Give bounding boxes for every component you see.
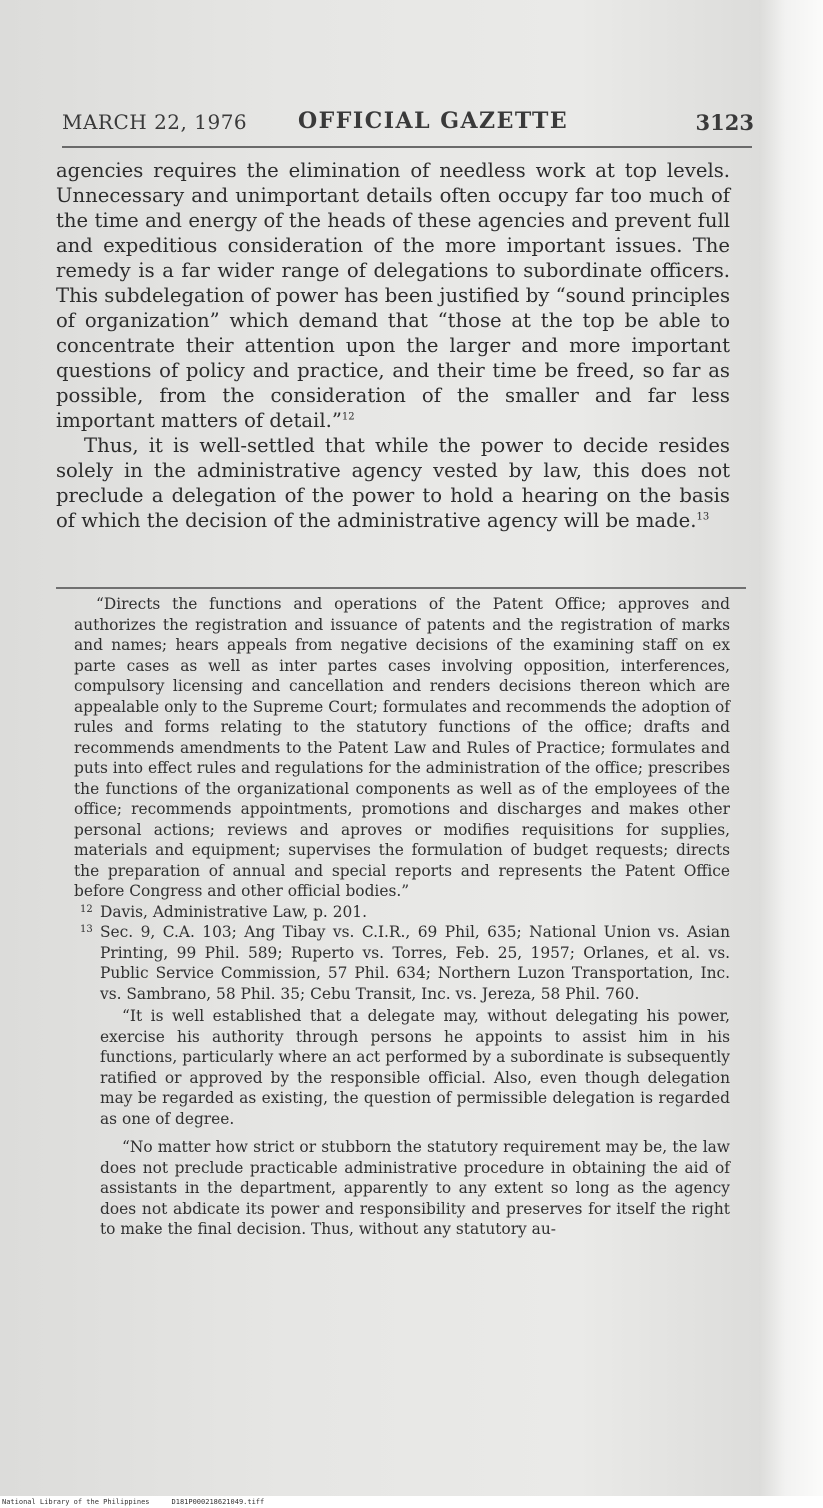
- header-title: OFFICIAL GAZETTE: [298, 108, 569, 134]
- footnote-12-text: Davis, Administrative Law, p. 201.: [100, 902, 367, 921]
- footnote-13-paragraph-2: “It is well established that a delegate may, without delegating his power, exercise his authority through persons he appoints to assist him in his functions, particularly where an act performed by a subordinate is subsequently ratified or approved by the responsible official. Also, even though delegation may be regarded as existing, the question of permissible delegation is regarded as one of degree.: [100, 1007, 730, 1128]
- footnote-13-mark: 13: [80, 924, 93, 935]
- footnote-13: [74, 922, 730, 1004]
- footer-file: D181P000218621049.tiff: [171, 1498, 265, 1506]
- paragraph-2-text: Thus, it is well-settled that while the power to decide resides solely in the administrative agency vested by law, this does not preclude a delegation of the power to hold a hearing on the basis of which the decision of the administrative agency will be made.: [56, 434, 730, 532]
- running-header: [62, 110, 756, 140]
- header-date: MARCH 22, 1976: [62, 110, 248, 134]
- footnotes: [74, 594, 730, 1240]
- footnote-12: [74, 902, 730, 923]
- footnote-12-mark: 12: [80, 903, 93, 915]
- footnote-quote: “Directs the functions and operations of the Patent Office; approves and authorizes the registration and issuance of patents and the registration of marks and names; hears appeals from negative decisions of the examining staff on ex parte cases as well as inter partes cases involving opposition, interferences, compulsory licensing and cancellation and renders decisions thereon which are appealable only to the Supreme Court; formulates and recommends the adoption of rules and forms relating to the statutory functions of the office; drafts and recommends amendments to the Patent Law and Rules of Practice; formulates and puts into effect rules and regulations for the administration of the office; prescribes the functions of the organizational components as well as of the employees of the office; recommends appointments, promotions and discharges and makes other personal actions; reviews and aproves or modifies requisitions for supplies, materials and equipment; supervises the formulation of budget requests; directs the preparation of annual and special reports and represents the Patent Office before Congress and other official bodies.”: [74, 595, 730, 900]
- footer-library: National Library of the Philippines: [2, 1498, 150, 1506]
- footnote-ref-12: 12: [341, 411, 355, 423]
- footnote-rule: [56, 587, 746, 589]
- paragraph-1: [56, 158, 730, 433]
- header-rule: [62, 146, 752, 148]
- paragraph-2: [56, 433, 730, 533]
- footnote-13-text: Sec. 9, C.A. 103; Ang Tibay vs. C.I.R., 69 Phil, 635; National Union vs. Asian Printing, 99 Phil. 589; Ruperto vs. Torres, Feb. 25, 1957; Orlanes, et al. vs. Public Service Commission, 57 Phil. 634; Northern Luzon Transportation, Inc. vs. Sambrano, 58 Phil. 35; Cebu Transit, Inc. vs. Jereza, 58 Phil. 760.: [100, 923, 730, 1003]
- main-text: [56, 158, 730, 533]
- paragraph-1-text: agencies requires the elimination of needless work at top levels. Unnecessary and unimportant details often occupy far too much of the time and energy of the heads of these agencies and prevent full and expeditious consideration of the more important issues. The remedy is a far wider range of delegations to subordinate officers. This subdelegation of power has been justified by “sound principles of organization” which demand that “those at the top be able to concentrate their attention upon the larger and more important questions of policy and practice, and their time be freed, so far as possible, from the consideration of the smaller and far less important matters of detail.”: [56, 159, 730, 432]
- header-page-number: 3123: [695, 110, 754, 135]
- scan-footer: [0, 1496, 823, 1508]
- footnote-ref-13: 13: [696, 511, 710, 523]
- footnote-13-paragraph-3: “No matter how strict or stubborn the statutory requirement may be, the law does not preclude practicable administrative procedure in obtaining the aid of assistants in the department, apparently to any extent so long as the agency does not abdicate its power and responsibility and preserves for itself the right to make the final decision. Thus, without any statutory au-: [100, 1138, 730, 1238]
